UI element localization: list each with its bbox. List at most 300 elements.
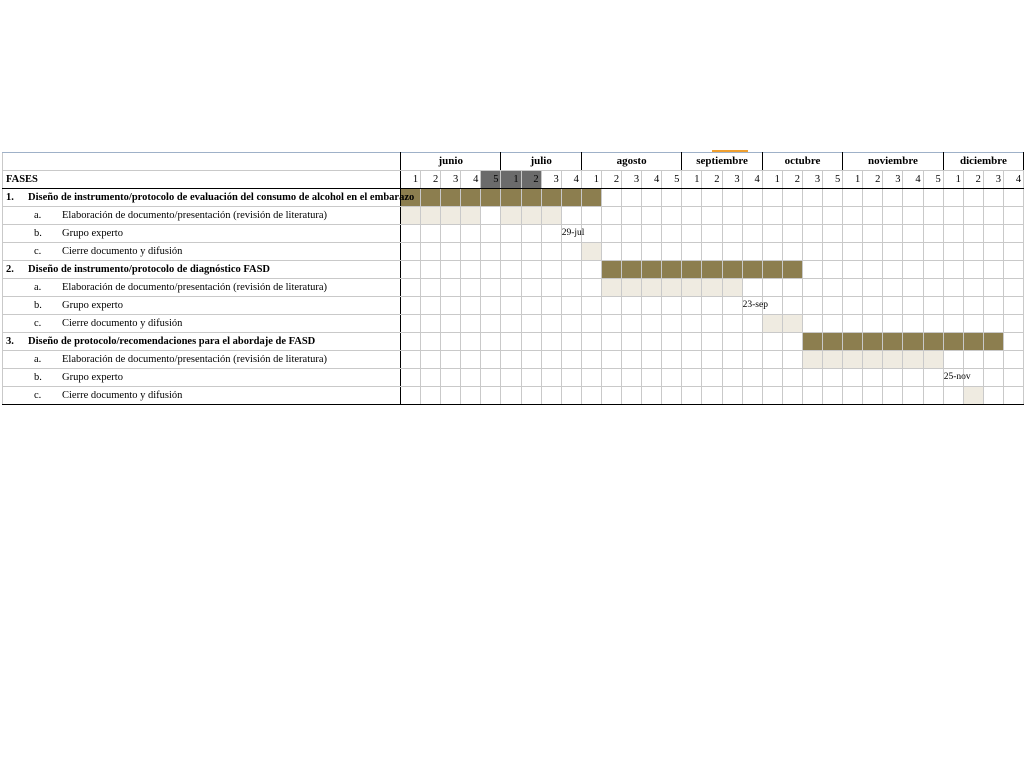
grid-cell[interactable] xyxy=(421,351,441,369)
grid-cell[interactable] xyxy=(762,225,782,243)
grid-cell[interactable] xyxy=(461,225,481,243)
grid-cell[interactable] xyxy=(923,207,943,225)
grid-cell[interactable] xyxy=(863,279,883,297)
grid-cell[interactable] xyxy=(601,351,621,369)
grid-cell[interactable] xyxy=(943,189,963,207)
grid-cell[interactable] xyxy=(963,189,983,207)
grid-cell[interactable] xyxy=(441,333,461,351)
grid-cell[interactable] xyxy=(581,261,601,279)
milestone-date[interactable]: 25-nov xyxy=(943,369,963,387)
grid-cell[interactable] xyxy=(883,297,903,315)
task-shade-cell[interactable] xyxy=(863,351,883,369)
grid-cell[interactable] xyxy=(742,369,762,387)
grid-cell[interactable] xyxy=(401,279,421,297)
grid-cell[interactable] xyxy=(762,369,782,387)
grid-cell[interactable] xyxy=(581,297,601,315)
grid-cell[interactable] xyxy=(581,225,601,243)
grid-cell[interactable] xyxy=(622,243,642,261)
grid-cell[interactable] xyxy=(521,315,541,333)
grid-cell[interactable] xyxy=(441,225,461,243)
grid-cell[interactable] xyxy=(561,207,581,225)
gantt-bar-cell[interactable] xyxy=(923,333,943,351)
grid-cell[interactable] xyxy=(581,369,601,387)
grid-cell[interactable] xyxy=(983,243,1003,261)
grid-cell[interactable] xyxy=(702,315,722,333)
grid-cell[interactable] xyxy=(963,261,983,279)
grid-cell[interactable] xyxy=(883,279,903,297)
week-number[interactable]: 1 xyxy=(501,171,521,189)
grid-cell[interactable] xyxy=(843,261,863,279)
grid-cell[interactable] xyxy=(421,261,441,279)
week-number[interactable]: 4 xyxy=(742,171,762,189)
gantt-bar-cell[interactable] xyxy=(883,333,903,351)
grid-cell[interactable] xyxy=(561,333,581,351)
task-label[interactable] xyxy=(3,207,401,225)
task-shade-cell[interactable] xyxy=(963,387,983,405)
gantt-bar-cell[interactable] xyxy=(501,189,521,207)
gantt-bar-cell[interactable] xyxy=(521,189,541,207)
grid-cell[interactable] xyxy=(662,333,682,351)
grid-cell[interactable] xyxy=(622,207,642,225)
task-label[interactable] xyxy=(3,387,401,405)
grid-cell[interactable] xyxy=(843,369,863,387)
grid-cell[interactable] xyxy=(1004,369,1024,387)
week-number[interactable]: 5 xyxy=(923,171,943,189)
task-shade-cell[interactable] xyxy=(903,351,923,369)
grid-cell[interactable] xyxy=(863,207,883,225)
gantt-bar-cell[interactable] xyxy=(903,333,923,351)
grid-cell[interactable] xyxy=(601,297,621,315)
grid-cell[interactable] xyxy=(943,297,963,315)
gantt-bar-cell[interactable] xyxy=(682,261,702,279)
gantt-bar-cell[interactable] xyxy=(481,189,501,207)
grid-cell[interactable] xyxy=(1004,297,1024,315)
grid-cell[interactable] xyxy=(642,207,662,225)
grid-cell[interactable] xyxy=(662,225,682,243)
task-label[interactable] xyxy=(3,369,401,387)
grid-cell[interactable] xyxy=(943,243,963,261)
grid-cell[interactable] xyxy=(943,261,963,279)
grid-cell[interactable] xyxy=(601,315,621,333)
grid-cell[interactable] xyxy=(742,333,762,351)
week-number[interactable]: 2 xyxy=(863,171,883,189)
week-number[interactable]: 2 xyxy=(421,171,441,189)
grid-cell[interactable] xyxy=(561,387,581,405)
grid-cell[interactable] xyxy=(843,189,863,207)
grid-cell[interactable] xyxy=(541,225,561,243)
grid-cell[interactable] xyxy=(521,369,541,387)
grid-cell[interactable] xyxy=(541,315,561,333)
week-number[interactable]: 4 xyxy=(461,171,481,189)
grid-cell[interactable] xyxy=(782,297,802,315)
grid-cell[interactable] xyxy=(561,279,581,297)
grid-cell[interactable] xyxy=(662,387,682,405)
grid-cell[interactable] xyxy=(903,297,923,315)
grid-cell[interactable] xyxy=(943,279,963,297)
grid-cell[interactable] xyxy=(883,189,903,207)
task-label[interactable] xyxy=(3,351,401,369)
grid-cell[interactable] xyxy=(682,387,702,405)
grid-cell[interactable] xyxy=(903,189,923,207)
grid-cell[interactable] xyxy=(1004,189,1024,207)
grid-cell[interactable] xyxy=(662,189,682,207)
week-number[interactable]: 1 xyxy=(843,171,863,189)
grid-cell[interactable] xyxy=(843,279,863,297)
gantt-bar-cell[interactable] xyxy=(722,261,742,279)
grid-cell[interactable] xyxy=(722,225,742,243)
grid-cell[interactable] xyxy=(421,387,441,405)
gantt-bar-cell[interactable] xyxy=(802,333,822,351)
grid-cell[interactable] xyxy=(501,243,521,261)
grid-cell[interactable] xyxy=(521,261,541,279)
grid-cell[interactable] xyxy=(521,243,541,261)
task-shade-cell[interactable] xyxy=(421,207,441,225)
grid-cell[interactable] xyxy=(401,297,421,315)
grid-cell[interactable] xyxy=(782,243,802,261)
grid-cell[interactable] xyxy=(461,297,481,315)
grid-cell[interactable] xyxy=(561,261,581,279)
gantt-bar-cell[interactable] xyxy=(823,333,843,351)
grid-cell[interactable] xyxy=(963,315,983,333)
grid-cell[interactable] xyxy=(461,261,481,279)
task-label[interactable] xyxy=(3,297,401,315)
grid-cell[interactable] xyxy=(481,333,501,351)
grid-cell[interactable] xyxy=(983,369,1003,387)
grid-cell[interactable] xyxy=(1004,261,1024,279)
gantt-bar-cell[interactable] xyxy=(742,261,762,279)
grid-cell[interactable] xyxy=(762,333,782,351)
grid-cell[interactable] xyxy=(863,297,883,315)
grid-cell[interactable] xyxy=(802,279,822,297)
grid-cell[interactable] xyxy=(722,333,742,351)
grid-cell[interactable] xyxy=(742,387,762,405)
grid-cell[interactable] xyxy=(401,225,421,243)
grid-cell[interactable] xyxy=(903,207,923,225)
task-shade-cell[interactable] xyxy=(541,207,561,225)
week-number[interactable]: 4 xyxy=(642,171,662,189)
gantt-bar-cell[interactable] xyxy=(963,333,983,351)
grid-cell[interactable] xyxy=(923,189,943,207)
grid-cell[interactable] xyxy=(682,243,702,261)
grid-cell[interactable] xyxy=(923,315,943,333)
grid-cell[interactable] xyxy=(481,369,501,387)
grid-cell[interactable] xyxy=(401,261,421,279)
week-number[interactable]: 3 xyxy=(802,171,822,189)
grid-cell[interactable] xyxy=(601,333,621,351)
grid-cell[interactable] xyxy=(1004,315,1024,333)
grid-cell[interactable] xyxy=(481,315,501,333)
grid-cell[interactable] xyxy=(541,333,561,351)
grid-cell[interactable] xyxy=(642,315,662,333)
gantt-bar-cell[interactable] xyxy=(762,261,782,279)
grid-cell[interactable] xyxy=(401,369,421,387)
grid-cell[interactable] xyxy=(461,351,481,369)
grid-cell[interactable] xyxy=(421,225,441,243)
grid-cell[interactable] xyxy=(943,351,963,369)
week-number[interactable]: 1 xyxy=(762,171,782,189)
grid-cell[interactable] xyxy=(662,369,682,387)
week-number[interactable]: 3 xyxy=(622,171,642,189)
grid-cell[interactable] xyxy=(722,207,742,225)
grid-cell[interactable] xyxy=(762,351,782,369)
grid-cell[interactable] xyxy=(642,189,662,207)
gantt-bar-cell[interactable] xyxy=(581,189,601,207)
grid-cell[interactable] xyxy=(501,261,521,279)
grid-cell[interactable] xyxy=(421,243,441,261)
grid-cell[interactable] xyxy=(903,369,923,387)
grid-cell[interactable] xyxy=(923,225,943,243)
gantt-bar-cell[interactable] xyxy=(662,261,682,279)
grid-cell[interactable] xyxy=(401,387,421,405)
grid-cell[interactable] xyxy=(963,279,983,297)
grid-cell[interactable] xyxy=(742,351,762,369)
grid-cell[interactable] xyxy=(782,189,802,207)
month-header-julio[interactable]: julio xyxy=(501,153,581,171)
grid-cell[interactable] xyxy=(823,387,843,405)
grid-cell[interactable] xyxy=(581,207,601,225)
grid-cell[interactable] xyxy=(802,261,822,279)
grid-cell[interactable] xyxy=(903,387,923,405)
grid-cell[interactable] xyxy=(481,243,501,261)
grid-cell[interactable] xyxy=(983,189,1003,207)
task-shade-cell[interactable] xyxy=(622,279,642,297)
grid-cell[interactable] xyxy=(802,369,822,387)
grid-cell[interactable] xyxy=(501,333,521,351)
month-header-diciembre[interactable]: diciembre xyxy=(943,153,1023,171)
grid-cell[interactable] xyxy=(481,261,501,279)
grid-cell[interactable] xyxy=(421,315,441,333)
grid-cell[interactable] xyxy=(662,315,682,333)
grid-cell[interactable] xyxy=(521,225,541,243)
grid-cell[interactable] xyxy=(782,387,802,405)
grid-cell[interactable] xyxy=(622,189,642,207)
week-number[interactable]: 2 xyxy=(601,171,621,189)
grid-cell[interactable] xyxy=(601,189,621,207)
grid-cell[interactable] xyxy=(622,225,642,243)
grid-cell[interactable] xyxy=(883,261,903,279)
grid-cell[interactable] xyxy=(682,225,702,243)
grid-cell[interactable] xyxy=(461,387,481,405)
grid-cell[interactable] xyxy=(441,261,461,279)
grid-cell[interactable] xyxy=(561,243,581,261)
grid-cell[interactable] xyxy=(1004,207,1024,225)
grid-cell[interactable] xyxy=(983,207,1003,225)
grid-cell[interactable] xyxy=(662,243,682,261)
month-header-septiembre[interactable]: septiembre xyxy=(682,153,762,171)
task-shade-cell[interactable] xyxy=(722,279,742,297)
grid-cell[interactable] xyxy=(843,207,863,225)
grid-cell[interactable] xyxy=(762,189,782,207)
gantt-bar-cell[interactable] xyxy=(441,189,461,207)
week-number[interactable]: 4 xyxy=(1004,171,1024,189)
grid-cell[interactable] xyxy=(782,225,802,243)
month-header-junio[interactable]: junio xyxy=(401,153,501,171)
grid-cell[interactable] xyxy=(762,207,782,225)
grid-cell[interactable] xyxy=(802,225,822,243)
gantt-bar-cell[interactable] xyxy=(863,333,883,351)
grid-cell[interactable] xyxy=(883,387,903,405)
task-shade-cell[interactable] xyxy=(702,279,722,297)
grid-cell[interactable] xyxy=(923,369,943,387)
month-header-agosto[interactable]: agosto xyxy=(581,153,681,171)
task-label[interactable] xyxy=(3,315,401,333)
grid-cell[interactable] xyxy=(1004,333,1024,351)
grid-cell[interactable] xyxy=(601,387,621,405)
grid-cell[interactable] xyxy=(702,207,722,225)
grid-cell[interactable] xyxy=(903,261,923,279)
grid-cell[interactable] xyxy=(622,387,642,405)
grid-cell[interactable] xyxy=(883,207,903,225)
grid-cell[interactable] xyxy=(601,225,621,243)
grid-cell[interactable] xyxy=(682,369,702,387)
gantt-bar-cell[interactable] xyxy=(622,261,642,279)
grid-cell[interactable] xyxy=(1004,225,1024,243)
grid-cell[interactable] xyxy=(622,333,642,351)
grid-cell[interactable] xyxy=(1004,279,1024,297)
grid-cell[interactable] xyxy=(481,387,501,405)
grid-cell[interactable] xyxy=(742,315,762,333)
grid-cell[interactable] xyxy=(441,351,461,369)
month-header-noviembre[interactable]: noviembre xyxy=(843,153,944,171)
task-shade-cell[interactable] xyxy=(883,351,903,369)
grid-cell[interactable] xyxy=(521,387,541,405)
grid-cell[interactable] xyxy=(963,207,983,225)
grid-cell[interactable] xyxy=(802,387,822,405)
grid-cell[interactable] xyxy=(722,369,742,387)
grid-cell[interactable] xyxy=(441,369,461,387)
grid-cell[interactable] xyxy=(943,225,963,243)
grid-cell[interactable] xyxy=(421,333,441,351)
gantt-bar-cell[interactable] xyxy=(782,261,802,279)
grid-cell[interactable] xyxy=(501,315,521,333)
grid-cell[interactable] xyxy=(963,243,983,261)
task-shade-cell[interactable] xyxy=(501,207,521,225)
gantt-bar-cell[interactable] xyxy=(983,333,1003,351)
grid-cell[interactable] xyxy=(722,351,742,369)
grid-cell[interactable] xyxy=(622,351,642,369)
grid-cell[interactable] xyxy=(923,387,943,405)
grid-cell[interactable] xyxy=(702,333,722,351)
task-shade-cell[interactable] xyxy=(823,351,843,369)
week-number[interactable]: 1 xyxy=(682,171,702,189)
grid-cell[interactable] xyxy=(642,333,662,351)
task-shade-cell[interactable] xyxy=(802,351,822,369)
grid-cell[interactable] xyxy=(642,351,662,369)
grid-cell[interactable] xyxy=(441,387,461,405)
grid-cell[interactable] xyxy=(642,243,662,261)
grid-cell[interactable] xyxy=(682,207,702,225)
week-number[interactable]: 3 xyxy=(722,171,742,189)
task-shade-cell[interactable] xyxy=(662,279,682,297)
gantt-bar-cell[interactable] xyxy=(702,261,722,279)
grid-cell[interactable] xyxy=(762,243,782,261)
grid-cell[interactable] xyxy=(601,207,621,225)
task-shade-cell[interactable] xyxy=(521,207,541,225)
grid-cell[interactable] xyxy=(601,369,621,387)
week-number[interactable]: 2 xyxy=(521,171,541,189)
grid-cell[interactable] xyxy=(702,243,722,261)
grid-cell[interactable] xyxy=(802,243,822,261)
grid-cell[interactable] xyxy=(461,315,481,333)
grid-cell[interactable] xyxy=(823,243,843,261)
grid-cell[interactable] xyxy=(702,369,722,387)
grid-cell[interactable] xyxy=(802,189,822,207)
grid-cell[interactable] xyxy=(903,279,923,297)
grid-cell[interactable] xyxy=(561,315,581,333)
grid-cell[interactable] xyxy=(923,297,943,315)
grid-cell[interactable] xyxy=(1004,351,1024,369)
grid-cell[interactable] xyxy=(581,315,601,333)
grid-cell[interactable] xyxy=(461,243,481,261)
grid-cell[interactable] xyxy=(561,369,581,387)
task-shade-cell[interactable] xyxy=(401,207,421,225)
grid-cell[interactable] xyxy=(541,369,561,387)
grid-cell[interactable] xyxy=(682,333,702,351)
grid-cell[interactable] xyxy=(722,189,742,207)
grid-cell[interactable] xyxy=(622,369,642,387)
week-number[interactable]: 3 xyxy=(441,171,461,189)
week-number[interactable]: 5 xyxy=(481,171,501,189)
grid-cell[interactable] xyxy=(581,387,601,405)
week-number[interactable]: 1 xyxy=(401,171,421,189)
week-number[interactable]: 1 xyxy=(943,171,963,189)
grid-cell[interactable] xyxy=(823,369,843,387)
grid-cell[interactable] xyxy=(401,243,421,261)
grid-cell[interactable] xyxy=(782,207,802,225)
grid-cell[interactable] xyxy=(421,297,441,315)
task-shade-cell[interactable] xyxy=(762,315,782,333)
grid-cell[interactable] xyxy=(843,243,863,261)
grid-cell[interactable] xyxy=(742,279,762,297)
grid-cell[interactable] xyxy=(682,351,702,369)
grid-cell[interactable] xyxy=(581,279,601,297)
grid-cell[interactable] xyxy=(722,387,742,405)
grid-cell[interactable] xyxy=(501,279,521,297)
grid-cell[interactable] xyxy=(461,369,481,387)
grid-cell[interactable] xyxy=(642,297,662,315)
grid-cell[interactable] xyxy=(622,297,642,315)
milestone-date[interactable]: 29-jul xyxy=(561,225,581,243)
grid-cell[interactable] xyxy=(843,225,863,243)
week-number[interactable]: 1 xyxy=(581,171,601,189)
grid-cell[interactable] xyxy=(662,207,682,225)
grid-cell[interactable] xyxy=(421,369,441,387)
grid-cell[interactable] xyxy=(923,243,943,261)
phase-label[interactable] xyxy=(3,261,401,279)
week-number[interactable]: 2 xyxy=(963,171,983,189)
task-shade-cell[interactable] xyxy=(441,207,461,225)
grid-cell[interactable] xyxy=(943,387,963,405)
task-shade-cell[interactable] xyxy=(461,207,481,225)
task-shade-cell[interactable] xyxy=(782,315,802,333)
grid-cell[interactable] xyxy=(843,387,863,405)
grid-cell[interactable] xyxy=(501,297,521,315)
grid-cell[interactable] xyxy=(963,351,983,369)
grid-cell[interactable] xyxy=(662,351,682,369)
grid-cell[interactable] xyxy=(923,261,943,279)
grid-cell[interactable] xyxy=(481,351,501,369)
grid-cell[interactable] xyxy=(441,243,461,261)
grid-cell[interactable] xyxy=(642,225,662,243)
grid-cell[interactable] xyxy=(501,351,521,369)
gantt-bar-cell[interactable] xyxy=(541,189,561,207)
grid-cell[interactable] xyxy=(883,243,903,261)
grid-cell[interactable] xyxy=(601,243,621,261)
week-number[interactable]: 5 xyxy=(823,171,843,189)
grid-cell[interactable] xyxy=(802,207,822,225)
grid-cell[interactable] xyxy=(481,225,501,243)
grid-cell[interactable] xyxy=(943,315,963,333)
